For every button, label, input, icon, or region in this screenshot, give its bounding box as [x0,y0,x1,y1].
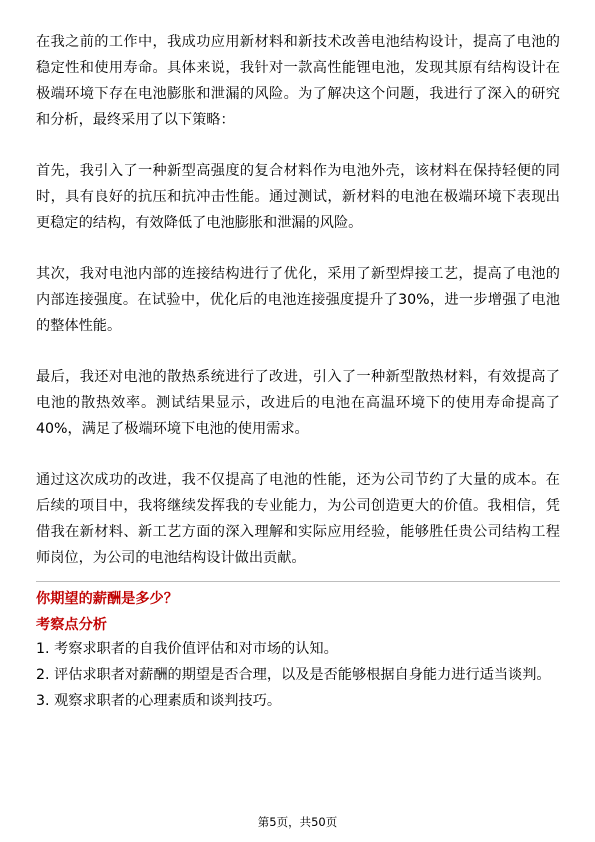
section-divider [36,581,560,582]
paragraph-gap [36,236,560,261]
paragraph-second: 其次，我对电池内部的连接结构进行了优化，采用了新型焊接工艺，提高了电池的内部连接强度。在试验中，优化后的电池连接强度提升了30%，进一步增强了电池的整体性能。 [36,266,560,334]
paragraph-first: 首先，我引入了一种新型高强度的复合材料作为电池外壳，该材料在保持轻便的同时，具有良好的抗压和抗冲击性能。通过测试，新材料的电池在极端环境下表现出更稳定的结构，有效降低了电池膨胀和泄漏的风险。 [36,163,560,231]
page-number-footer: 第5页，共50页 [257,815,338,829]
paragraph-conclusion: 通过这次成功的改进，我不仅提高了电池的性能，还为公司节约了大量的成本。在后续的项目中，我将继续发挥我的专业能力，为公司创造更大的价值。我相信，凭借我在新材料、新工艺方面的深入理解和实际应用经验，能够胜任贵公司结构工程师岗位，为公司的电池结构设计做出贡献。 [36,472,560,566]
page-content [36,29,560,714]
paragraph-gap [36,339,560,364]
paragraph-gap [36,133,560,158]
list-item: 1. 考察求职者的自我价值评估和对市场的认知。 [36,641,338,657]
analysis-heading: 考察点分析 [36,617,107,633]
list-item: 3. 观察求职者的心理素质和谈判技巧。 [36,693,282,709]
question-heading: 你期望的薪酬是多少？ [36,591,178,607]
list-item: 2. 评估求职者对薪酬的期望是否合理，以及是否能够根据自身能力进行适当谈判。 [36,667,551,683]
paragraph-intro: 在我之前的工作中，我成功应用新材料和新技术改善电池结构设计，提高了电池的稳定性和使用寿命。具体来说，我针对一款高性能锂电池，发现其原有结构设计在极端环境下存在电池膨胀和泄漏的风险。为了解决这个问题，我进行了深入的研究和分析，最终采用了以下策略： [36,34,560,128]
paragraph-third: 最后，我还对电池的散热系统进行了改进，引入了一种新型散热材料，有效提高了电池的散热效率。测试结果显示，改进后的电池在高温环境下的使用寿命提高了40%，满足了极端环境下电池的使用需求。 [36,369,560,437]
paragraph-gap [36,442,560,467]
analysis-list [36,636,560,714]
